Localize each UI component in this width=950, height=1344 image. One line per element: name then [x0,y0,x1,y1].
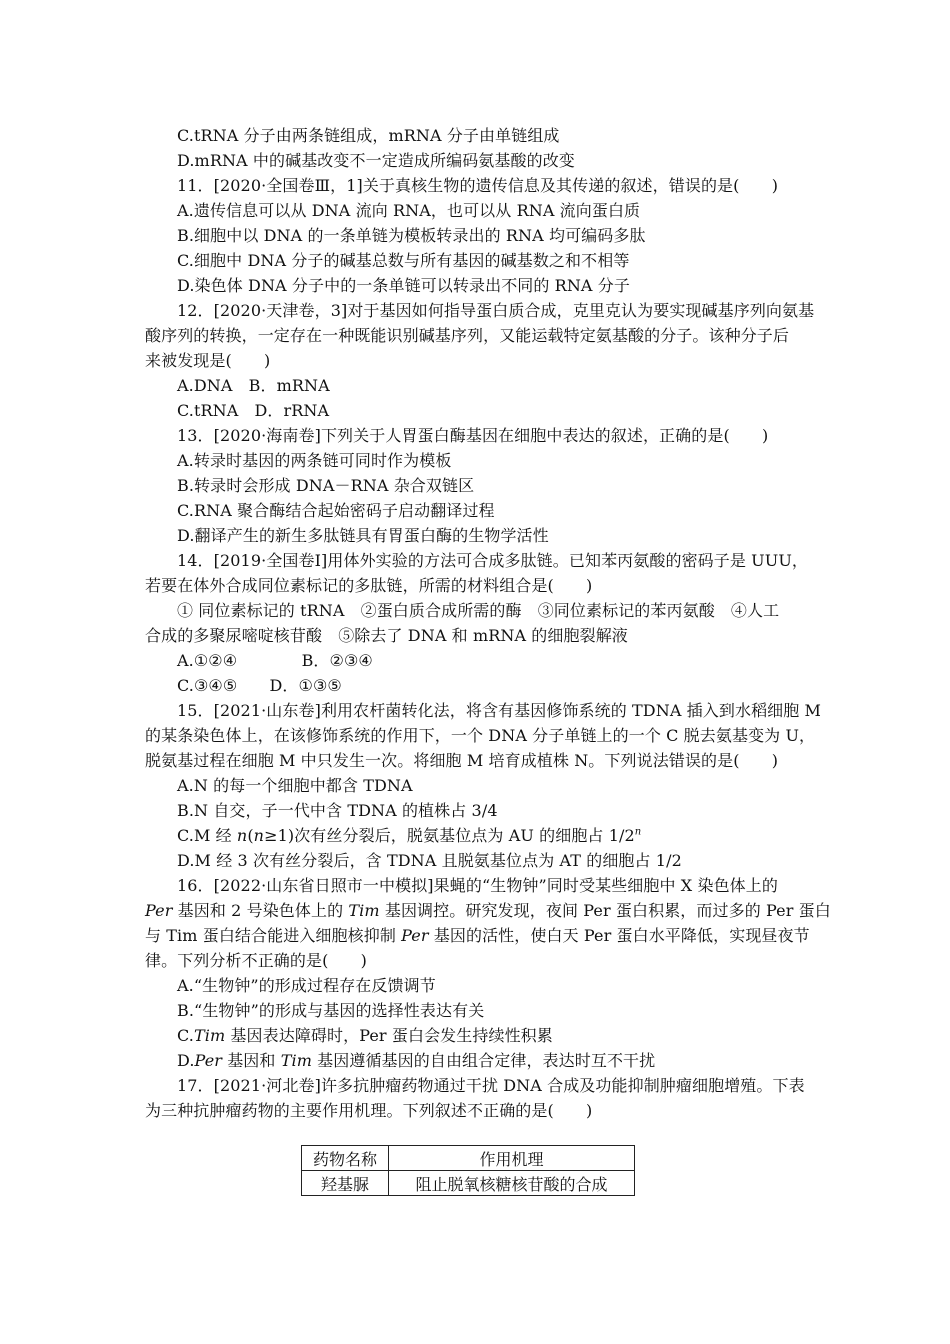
table-header-cell: 药物名称 [302,1146,389,1171]
q12-options-ab: A.DNA B．mRNA [177,376,330,395]
q15-stem-line3: 脱氨基过程在细胞 M 中只发生一次。将细胞 M 培育成植株 N。下列说法错误的是( ) [145,751,779,770]
q14-items-line1: ① 同位素标记的 tRNA ②蛋白质合成所需的酶 ③同位素标记的苯丙氨酸 ④人工 [177,601,780,620]
q16-stem-line3: 与 Tim 蛋白结合能进入细胞核抑制 Per 基因的活性，使白天 Per 蛋白水平降低，实现昼夜节 [145,926,810,945]
table-header-row [302,1146,635,1171]
q11-option-a: A.遗传信息可以从 DNA 流向 RNA，也可以从 RNA 流向蛋白质 [177,201,641,220]
q15-option-a: A.N 的每一个细胞中都含 TDNA [177,776,413,795]
q15-stem-line1: 15．[2021·山东卷]利用农杆菌转化法，将含有基因修饰系统的 TDNA 插入到水稻细胞 M [177,701,822,720]
table-row [302,1171,635,1196]
q12-options-cd: C.tRNA D．rRNA [177,401,330,420]
table-cell: 阻止脱氧核糖核苷酸的合成 [389,1171,635,1196]
table-cell: 羟基脲 [302,1171,389,1196]
q13-stem: 13．[2020·海南卷]下列关于人胃蛋白酶基因在细胞中表达的叙述，正确的是( ) [177,426,769,445]
q16-stem-line4: 律。下列分析不正确的是( ) [145,951,367,970]
q10-option-d: D.mRNA 中的碱基改变不一定造成所编码氨基酸的改变 [177,151,575,170]
q14-stem-line2: 若要在体外合成同位素标记的多肽链，所需的材料组合是( ) [145,576,593,595]
q15-option-b: B.N 自交，子一代中含 TDNA 的植株占 3/4 [177,801,498,820]
drug-mechanism-table [301,1145,635,1196]
q14-items-line2: 合成的多聚尿嘧啶核苷酸 ⑤除去了 DNA 和 mRNA 的细胞裂解液 [145,626,628,645]
q16-option-c: C.Tim 基因表达障碍时，Per 蛋白会发生持续性积累 [177,1026,553,1045]
q16-option-d: D.Per 基因和 Tim 基因遵循基因的自由组合定律，表达时互不干扰 [177,1051,656,1070]
q17-stem-line1: 17．[2021·河北卷]许多抗肿瘤药物通过干扰 DNA 合成及功能抑制肿瘤细胞增殖。下表 [177,1076,805,1095]
q16-option-a: A.“生物钟”的形成过程存在反馈调节 [177,976,436,995]
q14-options-ab: A.①②④ B．②③④ [177,651,373,670]
q17-stem-line2: 为三种抗肿瘤药物的主要作用机理。下列叙述不正确的是( ) [145,1101,593,1120]
q10-option-c: C.tRNA 分子由两条链组成，mRNA 分子由单链组成 [177,126,560,145]
q14-stem-line1: 14．[2019·全国卷Ⅰ]用体外实验的方法可合成多肽链。已知苯丙氨酸的密码子是 UUU， [177,551,809,570]
q13-option-a: A.转录时基因的两条链可同时作为模板 [177,451,452,470]
q11-option-b: B.细胞中以 DNA 的一条单链为模板转录出的 RNA 均可编码多肽 [177,226,646,245]
q15-option-c: C.M 经 n(n≥1)次有丝分裂后，脱氨基位点为 AU 的细胞占 1/2$^n$ [177,826,642,845]
q15-stem-line2: 的某条染色体上，在该修饰系统的作用下，一个 DNA 分子单链上的一个 C 脱去氨基变为 U， [145,726,816,745]
q11-option-d: D.染色体 DNA 分子中的一条单链可以转录出不同的 RNA 分子 [177,276,630,295]
q13-option-c: C.RNA 聚合酶结合起始密码子启动翻译过程 [177,501,495,520]
table-header-cell: 作用机理 [389,1146,635,1171]
q13-option-b: B.转录时会形成 DNA－RNA 杂合双链区 [177,476,475,495]
q16-option-b: B.“生物钟”的形成与基因的选择性表达有关 [177,1001,485,1020]
q11-stem: 11．[2020·全国卷Ⅲ，1]关于真核生物的遗传信息及其传递的叙述，错误的是( ) [177,176,779,195]
q16-stem-line2: Per 基因和 2 号染色体上的 Tim 基因调控。研究发现，夜间 Per 蛋白积累，而过多的 Per 蛋白 [145,901,831,920]
q13-option-d: D.翻译产生的新生多肽链具有胃蛋白酶的生物学活性 [177,526,549,545]
q12-stem-line1: 12．[2020·天津卷，3]对于基因如何指导蛋白质合成，克里克认为要实现碱基序列向氨基 [177,301,815,320]
q12-stem-line3: 来被发现是( ) [145,351,271,370]
q16-stem-line1: 16．[2022·山东省日照市一中模拟]果蝇的“生物钟”同时受某些细胞中 X 染色体上的 [177,876,778,895]
q15-option-d: D.M 经 3 次有丝分裂后，含 TDNA 且脱氨基位点为 AT 的细胞占 1/2 [177,851,682,870]
q11-option-c: C.细胞中 DNA 分子的碱基总数与所有基因的碱基数之和不相等 [177,251,630,270]
q14-options-cd: C.③④⑤ D．①③⑤ [177,676,342,695]
q12-stem-line2: 酸序列的转换，一定存在一种既能识别碱基序列，又能运载特定氨基酸的分子。该种分子后 [145,326,790,345]
